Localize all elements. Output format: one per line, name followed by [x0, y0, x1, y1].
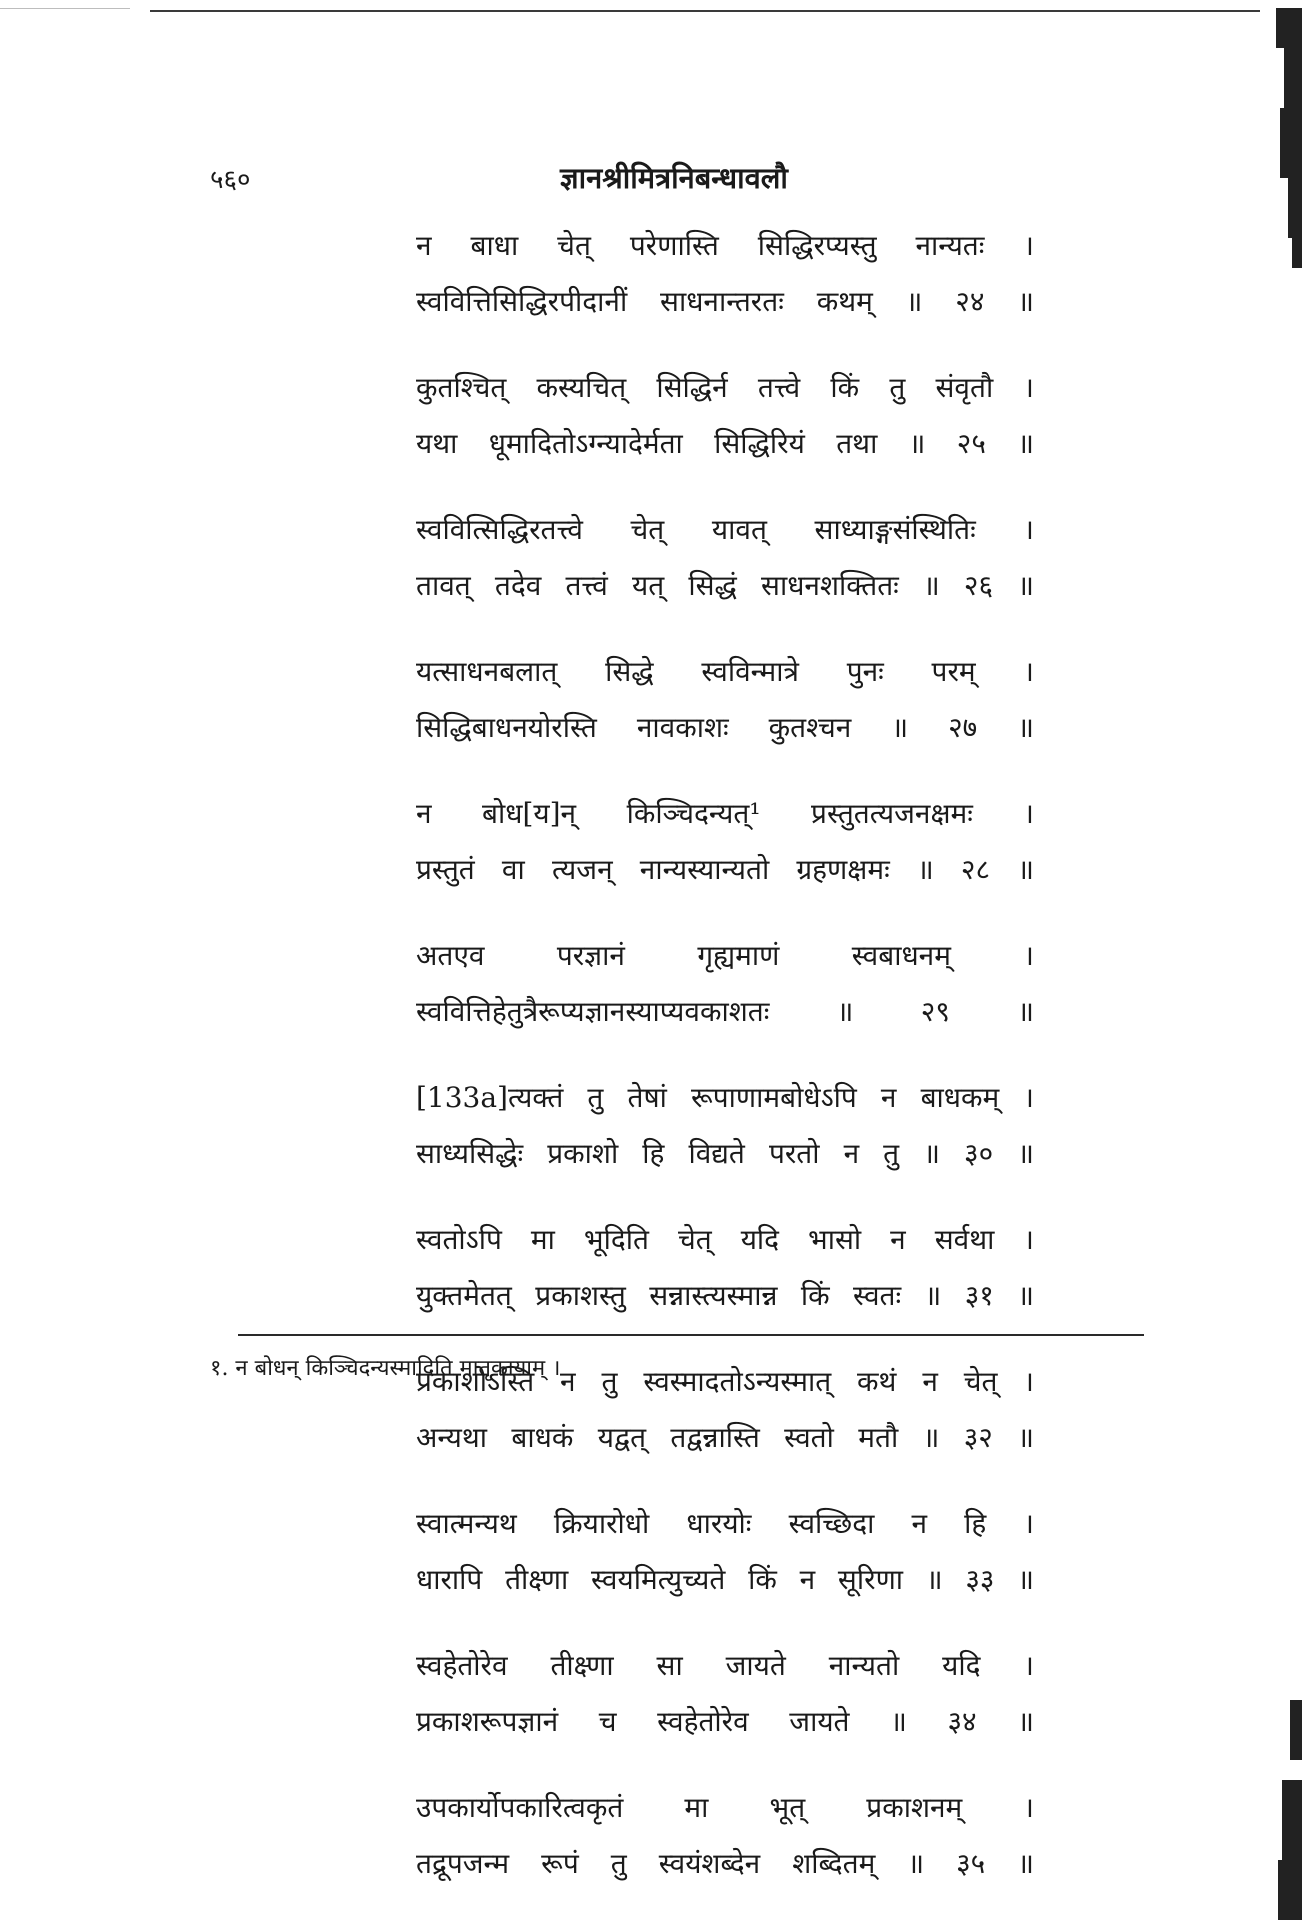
verse-line: युक्तमेतत् प्रकाशस्तु सन्नास्त्यस्मान्न किं स्वतः ॥ ३१ ॥: [416, 1279, 1034, 1312]
running-head: ज्ञानश्रीमित्रनिबन्धावलौ: [560, 161, 788, 195]
verse-line: तद्रूपजन्म रूपं तु स्वयंशब्देन शब्दितम् ॥ ३५ ॥: [416, 1847, 1034, 1880]
verse-34: [416, 1638, 1034, 1750]
verse-35: [416, 1780, 1034, 1892]
verse-line: स्वतोऽपि मा भूदिति चेत् यदि भासो न सर्वथा ।: [416, 1223, 1034, 1256]
verse-block: [416, 218, 1034, 1922]
footnote: १. न बोधन् किञ्चिदन्यस्मादिति मातृकायाम् ।: [210, 1356, 561, 1381]
verse-line: अन्यथा बाधकं यद्वत् तद्वन्नास्ति स्वतो मतौ ॥ ३२ ॥: [416, 1421, 1034, 1454]
scanned-page-edge: [1268, 0, 1302, 1931]
verse-line: स्ववित्सिद्धिरतत्त्वे चेत् यावत् साध्याङ्गसंस्थितिः ।: [416, 513, 1034, 546]
footnote-rule: [238, 1334, 1144, 1336]
verse-29: [416, 928, 1034, 1040]
verse-line: अतएव परज्ञानं गृह्यमाणं स्वबाधनम् ।: [416, 939, 1034, 972]
verse-line: स्ववित्तिहेतुत्रैरूप्यज्ञानस्याप्यवकाशतः ॥ २९ ॥: [416, 995, 1034, 1028]
verse-line: यथा धूमादितोऽग्न्यादेर्मता सिद्धिरियं तथा ॥ २५ ॥: [416, 427, 1034, 460]
verse-line: न बाधा चेत् परेणास्ति सिद्धिरप्यस्तु नान्यतः ।: [416, 229, 1034, 262]
verse-line: स्वात्मन्यथ क्रियारोधो धारयोः स्वच्छिदा न हि ।: [416, 1507, 1034, 1540]
verse-line: कुतश्चित् कस्यचित् सिद्धिर्न तत्त्वे किं तु संवृतौ ।: [416, 371, 1034, 404]
verse-24: [416, 218, 1034, 330]
verse-line: धारापि तीक्ष्णा स्वयमित्युच्यते किं न सूरिणा ॥ ३३ ॥: [416, 1563, 1034, 1596]
verse-31: [416, 1212, 1034, 1324]
verse-33: [416, 1496, 1034, 1608]
verse-line: स्वहेतोरेव तीक्ष्णा सा जायते नान्यतो यदि ।: [416, 1649, 1034, 1682]
verse-line: तावत् तदेव तत्त्वं यत् सिद्धं साधनशक्तितः ॥ २६ ॥: [416, 569, 1034, 602]
verse-25: [416, 360, 1034, 472]
verse-line: स्ववित्तिसिद्धिरपीदानीं साधनान्तरतः कथम् ॥ २४ ॥: [416, 285, 1034, 318]
verse-line: प्रस्तुतं वा त्यजन् नान्यस्यान्यतो ग्रहणक्षमः ॥ २८ ॥: [416, 853, 1034, 886]
verse-27: [416, 644, 1034, 756]
verse-30: [416, 1070, 1034, 1182]
verse-line: साध्यसिद्धेः प्रकाशो हि विद्यते परतो न तु ॥ ३० ॥: [416, 1137, 1034, 1170]
verse-line: यत्साधनबलात् सिद्धे स्वविन्मात्रे पुनः परम् ।: [416, 655, 1034, 688]
verse-line: [133a]त्यक्तं तु तेषां रूपाणामबोधेऽपि न बाधकम् ।: [416, 1081, 1034, 1114]
verse-line: उपकार्योपकारित्वकृतं मा भूत् प्रकाशनम् ।: [416, 1791, 1034, 1824]
verse-line: न बोध[य]न् किञ्चिदन्यत्¹ प्रस्तुतत्यजनक्षमः ।: [416, 797, 1034, 830]
verse-line: सिद्धिबाधनयोरस्ति नावकाशः कुतश्चन ॥ २७ ॥: [416, 711, 1034, 744]
verse-26: [416, 502, 1034, 614]
verse-28: [416, 786, 1034, 898]
verse-line: प्रकाशोऽस्ति न तु स्वस्मादतोऽन्यस्मात् कथं न चेत् ।: [416, 1365, 1034, 1398]
top-rule-faint: [0, 8, 130, 9]
verse-line: प्रकाशरूपज्ञानं च स्वहेतोरेव जायते ॥ ३४ ॥: [416, 1705, 1034, 1738]
top-rule: [150, 10, 1260, 12]
page-number: ५६०: [210, 165, 251, 195]
